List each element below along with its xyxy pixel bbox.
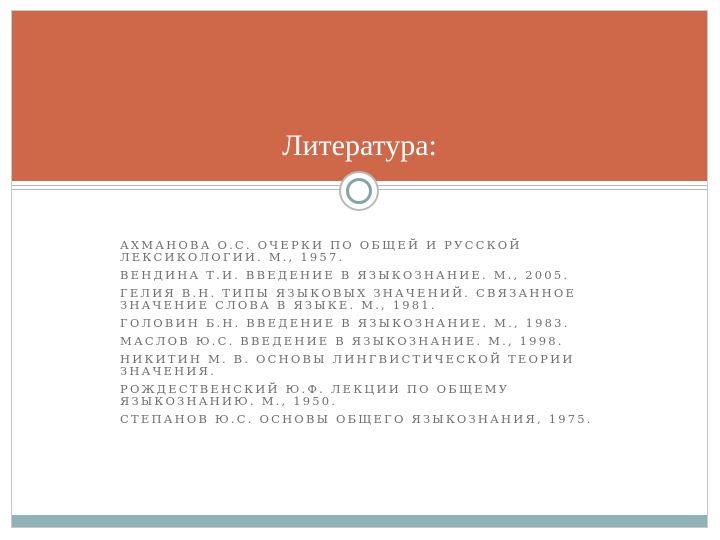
reference-item: РОЖДЕСТВЕНСКИЙ Ю.Ф. ЛЕКЦИИ ПО ОБЩЕМУ ЯЗЫКОЗНАНИЮ. М., 1950. (120, 382, 510, 408)
reference-item: ГОЛОВИН Б.Н. ВВЕДЕНИЕ В ЯЗЫКОЗНАНИЕ. М., 1983. (120, 316, 570, 330)
footer-band (12, 515, 707, 527)
emblem-ring (346, 178, 372, 204)
reference-item: МАСЛОВ Ю.С. ВВЕДЕНИЕ В ЯЗЫКОЗНАНИЕ. М., 1998. (120, 334, 564, 348)
slide (11, 10, 708, 528)
reference-item: НИКИТИН М. В. ОСНОВЫ ЛИНГВИСТИЧЕСКОЙ ТЕОРИИ ЗНАЧЕНИЯ. (120, 352, 575, 378)
reference-item: СТЕПАНОВ Ю.С. ОСНОВЫ ОБЩЕГО ЯЗЫКОЗНАНИЯ, 1975. (120, 412, 593, 426)
reference-item: ВЕНДИНА Т.И. ВВЕДЕНИЕ В ЯЗЫКОЗНАНИЕ. М., 2005. (120, 268, 570, 282)
title-band (12, 11, 707, 181)
slide-title: Литература: (282, 129, 437, 162)
reference-item: АХМАНОВА О.С. ОЧЕРКИ ПО ОБЩЕЙ И РУССКОЙ ЛЕКСИКОЛОГИИ. М., 1957. (120, 238, 522, 264)
reference-list (120, 239, 640, 431)
reference-item: ГЕЛИЯ В.Н. ТИПЫ ЯЗЫКОВЫХ ЗНАЧЕНИЙ. СВЯЗАННОЕ ЗНАЧЕНИЕ СЛОВА В ЯЗЫКЕ. М., 1981. (120, 286, 577, 312)
divider-emblem-icon (339, 171, 379, 211)
